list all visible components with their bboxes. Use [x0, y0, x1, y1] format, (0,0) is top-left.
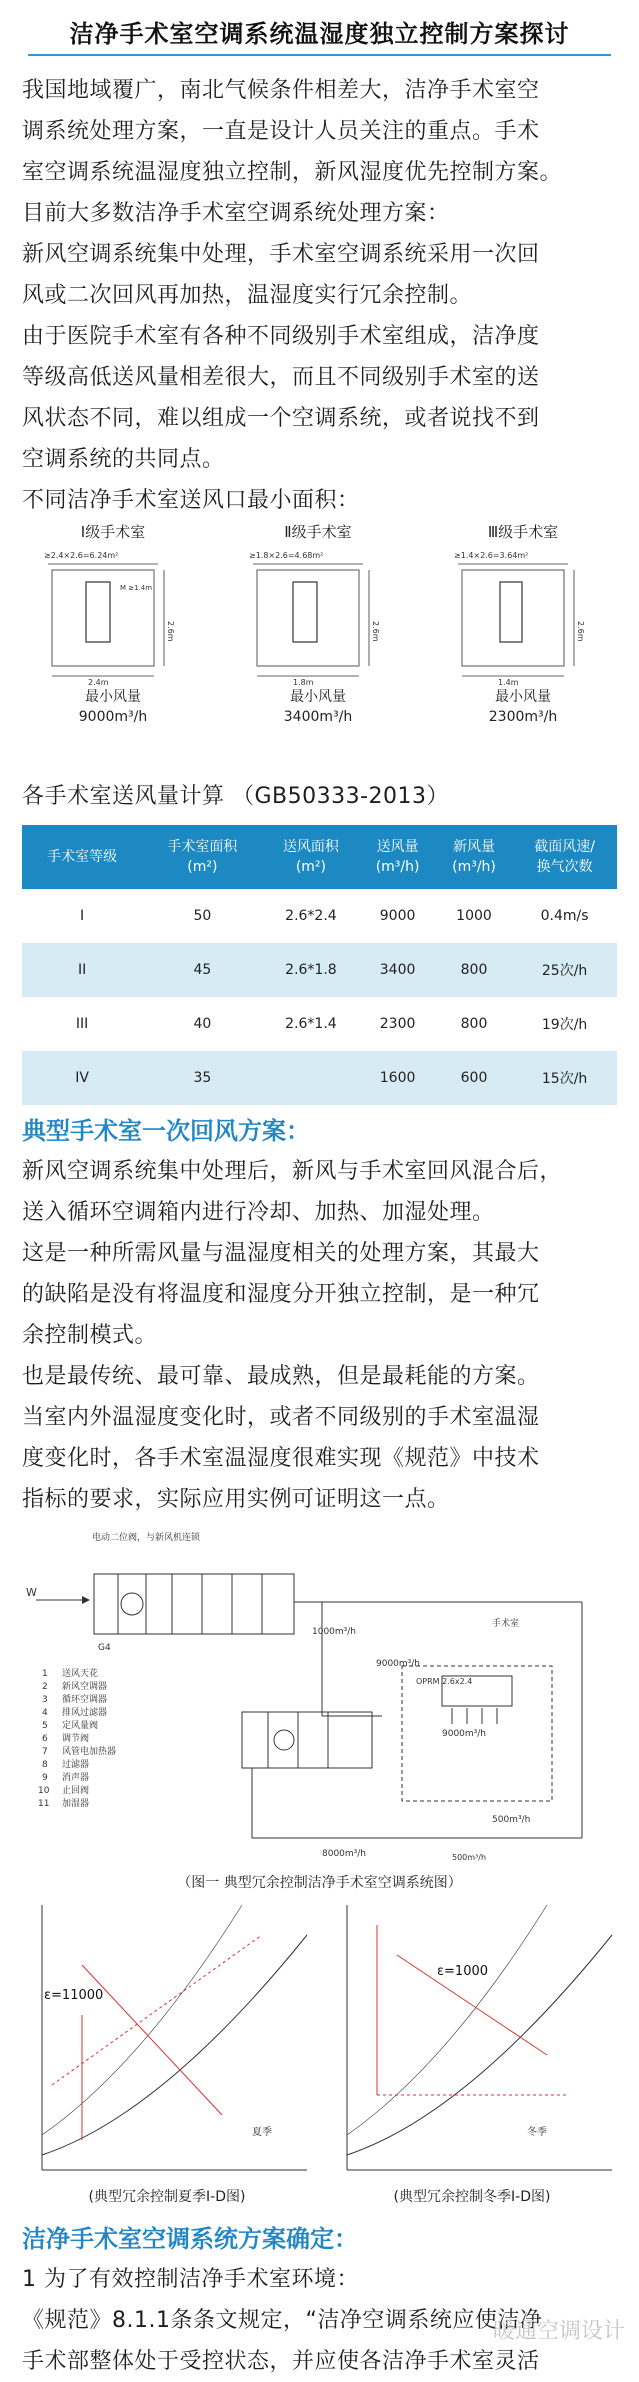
table-row	[22, 1051, 617, 1105]
outlet-flow-value: 3400m³/h	[283, 709, 353, 725]
section1-line: 新风空调系统集中处理后，新风与手术室回风混合后，	[22, 1159, 563, 1184]
flow-label: 500m³/h	[492, 1815, 531, 1825]
outlet-diagram-level2	[223, 521, 413, 726]
legend-item: 调节阀	[62, 1734, 90, 1744]
intro-line: 风状态不同，难以组成一个空调系统，或者说找不到	[22, 406, 540, 431]
intro-section	[0, 70, 639, 521]
table-cell: 1000	[436, 889, 512, 943]
table-cell: I	[22, 889, 142, 943]
top-note: 电动二位阀，与新风机连锁	[92, 1533, 201, 1543]
flow-label: 1000m³/h	[312, 1627, 357, 1637]
winter-label: 冬季	[527, 2127, 547, 2138]
table-cell: 2.6*1.4	[263, 997, 360, 1051]
watermark: 暖通空调设计	[492, 2319, 625, 2344]
intro-line: 我国地域覆广，南北气候条件相差大，洁净手术室空	[22, 78, 540, 103]
room-label: 手术室	[492, 1619, 520, 1629]
summer-caption: (典型冗余控制夏季I-D图)	[88, 2189, 246, 2205]
intro-line: 调系统处理方案，一直是设计人员关注的重点。手术	[22, 119, 540, 144]
intro-line: 空调系统的共同点。	[22, 447, 225, 472]
intro-line: 新风空调系统集中处理，手术室空调系统采用一次回	[22, 242, 540, 267]
svg-text:7: 7	[42, 1747, 48, 1757]
table-cell: 0.4m/s	[512, 889, 617, 943]
section1-line: 余控制模式。	[22, 1323, 158, 1348]
outlet-flow-label: 最小风量	[85, 689, 141, 705]
outlet-level-label: Ⅰ级手术室	[80, 523, 146, 541]
outlet-diagram-level3	[428, 521, 618, 726]
airflow-table	[22, 825, 617, 1105]
psychrometric-charts	[22, 1895, 617, 2205]
flow-label: 500m³/h	[452, 1853, 487, 1862]
table-row	[22, 997, 617, 1051]
section1-line: 也是最传统、最可靠、最成熟，但是最耗能的方案。	[22, 1364, 540, 1389]
system-schematic	[22, 1526, 617, 1891]
title-rule	[28, 54, 611, 56]
outlet-flow-label: 最小风量	[290, 689, 346, 705]
table-row	[22, 889, 617, 943]
outlet-drawing	[448, 546, 598, 686]
svg-text:1: 1	[42, 1669, 48, 1679]
svg-text:8: 8	[42, 1760, 48, 1770]
table-cell: 9000	[359, 889, 435, 943]
summer-eps: ε=11000	[44, 1988, 104, 2003]
legend-item: 过滤器	[62, 1760, 90, 1770]
outlet-diagram-level1	[18, 521, 208, 726]
system-diagram	[22, 1526, 617, 1866]
legend-item: 新风空调器	[62, 1682, 108, 1692]
svg-text:5: 5	[42, 1721, 48, 1731]
outlet-note: M ≥1.4m	[120, 584, 153, 592]
table-header-row	[22, 825, 617, 889]
legend-item: 消声器	[62, 1773, 90, 1783]
summer-id-chart	[22, 1895, 312, 2205]
svg-text:2: 2	[42, 1682, 48, 1692]
section1-line: 指标的要求，实际应用实例可证明这一点。	[22, 1487, 450, 1512]
intro-line: 由于医院手术室有各种不同级别手术室组成，洁净度	[22, 324, 540, 349]
winter-id-chart	[327, 1895, 617, 2205]
section2-line: 手术部整体处于受控状态，并应使各洁净手术室灵活	[22, 2349, 540, 2374]
table-cell: 2.6*1.8	[263, 943, 360, 997]
section1-line: 当室内外温湿度变化时，或者不同级别的手术室温湿	[22, 1405, 540, 1430]
svg-text:10: 10	[38, 1786, 50, 1796]
svg-text:G4: G4	[98, 1643, 111, 1653]
outlet-area-label: ≥1.4×2.6=3.64m²	[454, 551, 529, 560]
table-header-cell: 送风量 (m³/h)	[359, 825, 435, 889]
outlet-width-label: 1.8m	[293, 678, 314, 686]
flow-label: 9000m³/h	[376, 1659, 421, 1669]
section2-heading: 洁净手术室空调系统方案确定：	[22, 2225, 358, 2253]
section1-line: 度变化时，各手术室温湿度很难实现《规范》中技术	[22, 1446, 540, 1471]
room-flow-label: 9000m³/h	[442, 1729, 487, 1739]
svg-text:9: 9	[42, 1773, 48, 1783]
legend-item: 止回阀	[62, 1786, 90, 1796]
table-cell: 1600	[359, 1051, 435, 1105]
intro-line: 室空调系统温湿度独立控制，新风湿度优先控制方案。	[22, 160, 563, 185]
room-sub-label: OPRM 2.6x2.4	[416, 1677, 473, 1686]
legend	[38, 1667, 116, 1809]
outlet-level-label: Ⅱ级手术室	[284, 523, 352, 541]
legend-item: 排风过滤器	[62, 1708, 108, 1718]
table-cell: 2300	[359, 997, 435, 1051]
intro-line: 等级高低送风量相差很大，而且不同级别手术室的送	[22, 365, 540, 390]
table-cell: 800	[436, 997, 512, 1051]
legend-item: 送风天花	[62, 1669, 99, 1679]
flow-label: 8000m³/h	[322, 1849, 367, 1859]
table-cell: 19次/h	[512, 997, 617, 1051]
table-cell: 25次/h	[512, 943, 617, 997]
section2-line: 1 为了有效控制洁净手术室环境：	[22, 2267, 359, 2292]
outlet-drawing	[38, 546, 188, 686]
summer-label: 夏季	[252, 2127, 272, 2138]
winter-chart-drawing	[327, 1895, 617, 2180]
table-cell: 800	[436, 943, 512, 997]
svg-text:3: 3	[42, 1695, 48, 1705]
legend-item: 加湿器	[62, 1799, 90, 1809]
outlet-height-label: 2.6m	[166, 621, 175, 642]
intro-line: 不同洁净手术室送风口最小面积：	[22, 488, 360, 513]
outlet-width-label: 1.4m	[498, 678, 519, 686]
section1-heading: 典型手术室一次回风方案：	[22, 1117, 310, 1145]
svg-text:11: 11	[38, 1799, 50, 1809]
outlet-drawing	[243, 546, 393, 686]
intro-line: 目前大多数洁净手术室空调系统处理方案：	[22, 201, 450, 226]
table-row	[22, 943, 617, 997]
svg-text:4: 4	[42, 1708, 48, 1718]
table-header-cell: 手术室等级	[22, 825, 142, 889]
table-cell	[263, 1051, 360, 1105]
system-caption: （图一 典型冗余控制洁净手术室空调系统图）	[177, 1875, 462, 1891]
table-cell: II	[22, 943, 142, 997]
table-cell: 35	[142, 1051, 262, 1105]
table-header-cell: 新风量 (m³/h)	[436, 825, 512, 889]
intro-line: 风或二次回风再加热，温湿度实行冗余控制。	[22, 283, 473, 308]
section2-line: 《规范》8.1.1条条文规定，“洁净空调系统应使洁净	[22, 2308, 543, 2333]
outlet-height-label: 2.6m	[576, 621, 585, 642]
table-cell: 600	[436, 1051, 512, 1105]
winter-eps: ε=1000	[437, 1964, 489, 1979]
outlet-level-label: Ⅲ级手术室	[487, 523, 559, 541]
outlet-height-label: 2.6m	[371, 621, 380, 642]
table-title: 各手术室送风量计算 （GB50333-2013）	[22, 784, 450, 809]
legend-item: 循环空调器	[62, 1695, 108, 1705]
article-title: 洁净手术室空调系统温湿度独立控制方案探讨	[69, 20, 570, 48]
inlet-label: W	[26, 1586, 37, 1599]
table-cell: 50	[142, 889, 262, 943]
section1-line: 这是一种所需风量与温湿度相关的处理方案，其最大	[22, 1241, 540, 1266]
legend-item: 风管电加热器	[62, 1747, 117, 1757]
outlet-flow-value: 9000m³/h	[78, 709, 148, 725]
summer-chart-drawing	[22, 1895, 312, 2180]
table-cell: 3400	[359, 943, 435, 997]
svg-text:6: 6	[42, 1734, 48, 1744]
outlet-flow-label: 最小风量	[495, 689, 551, 705]
section1-body	[0, 1151, 639, 1520]
table-cell: 2.6*2.4	[263, 889, 360, 943]
legend-item: 定风量阀	[62, 1721, 99, 1731]
section1-line: 送入循环空调箱内进行冷却、加热、加湿处理。	[22, 1200, 495, 1225]
table-cell: 15次/h	[512, 1051, 617, 1105]
table-header-cell: 截面风速/ 换气次数	[512, 825, 617, 889]
section1-line: 的缺陷是没有将温度和湿度分开独立控制，是一种冗	[22, 1282, 540, 1307]
winter-caption: (典型冗余控制冬季I-D图)	[393, 2189, 551, 2205]
table-header-cell: 送风面积 (m²)	[263, 825, 360, 889]
table-header-cell: 手术室面积 (m²)	[142, 825, 262, 889]
outlet-area-label: ≥1.8×2.6=4.68m²	[249, 551, 324, 560]
table-cell: 45	[142, 943, 262, 997]
outlet-flow-value: 2300m³/h	[488, 709, 558, 725]
table-cell: III	[22, 997, 142, 1051]
table-cell: 40	[142, 997, 262, 1051]
outlet-area-label: ≥2.4×2.6=6.24m²	[44, 551, 119, 560]
outlet-width-label: 2.4m	[88, 678, 109, 686]
table-cell: IV	[22, 1051, 142, 1105]
outlet-diagrams	[18, 521, 621, 776]
